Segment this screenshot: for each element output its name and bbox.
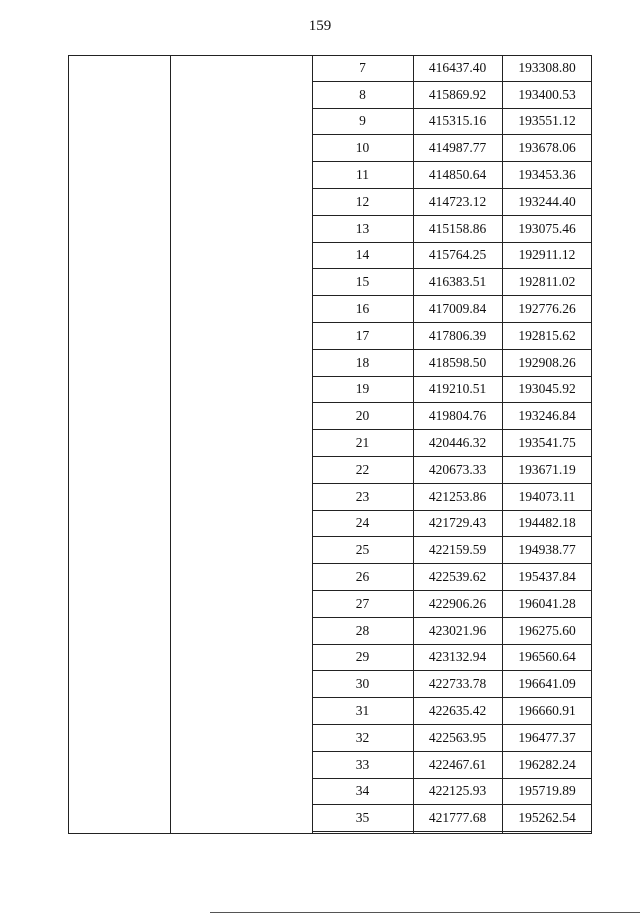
y-coordinate-cell: 193308.80 [518,59,576,75]
point-number-cell: 29 [355,649,370,665]
y-coordinate-cell: 193671.19 [518,461,576,477]
table-row [312,403,592,430]
point-number-cell: 32 [355,729,370,745]
x-coordinate-cell: 417009.84 [428,301,487,317]
point-number-cell: 15 [355,274,370,290]
point-number-cell: 11 [356,167,369,183]
point-number-cell: 24 [355,515,370,531]
x-coordinate-cell: 420673.33 [428,461,487,477]
table-row [312,564,592,591]
x-coordinate-cell: 420446.32 [428,435,487,451]
point-number-cell: 34 [355,783,370,799]
point-number-cell: 28 [355,622,370,638]
x-coordinate-cell: 422906.26 [428,595,487,611]
table-row [312,645,592,672]
point-number-cell: 25 [355,542,370,558]
y-coordinate-cell: 192911.12 [518,247,576,263]
table-row [312,484,592,511]
empty-merged-cell-2 [171,56,312,833]
y-coordinate-cell: 192815.62 [518,327,576,343]
empty-merged-cell-1 [69,56,170,833]
table-row [312,269,592,296]
point-number-cell: 16 [355,301,370,317]
point-number-cell: 33 [355,756,370,772]
table-row [312,135,592,162]
table-row [312,591,592,618]
y-coordinate-cell: 193678.06 [518,140,576,156]
y-coordinate-cell: 196660.91 [518,703,576,719]
x-coordinate-cell: 415158.86 [428,220,487,236]
table-row [312,82,592,109]
table-row [312,216,592,243]
y-coordinate-cell: 193400.53 [518,86,576,102]
point-number-cell: 31 [355,703,370,719]
point-number-cell: 7 [359,59,366,75]
point-number-cell: 20 [355,408,370,424]
y-coordinate-cell: 196641.09 [518,676,576,692]
y-coordinate-cell: 196041.28 [518,595,576,611]
point-number-cell: 21 [355,435,370,451]
point-number-cell: 12 [355,193,370,209]
point-number-cell: 8 [359,86,366,102]
x-coordinate-cell: 414850.64 [428,167,487,183]
x-coordinate-cell: 419210.51 [428,381,487,397]
x-coordinate-cell: 422563.95 [428,729,487,745]
table-row [312,618,592,645]
y-coordinate-cell: 193541.75 [518,435,576,451]
x-coordinate-cell: 418598.50 [428,354,487,370]
y-coordinate-cell: 196282.24 [518,756,576,772]
footer-rule [210,912,640,913]
x-coordinate-cell: 423021.96 [428,622,487,638]
table-row [312,537,592,564]
x-coordinate-cell: 422125.93 [428,783,487,799]
table-rows [312,55,592,832]
point-number-cell: 23 [355,488,370,504]
table-row [312,243,592,270]
y-coordinate-cell: 196560.64 [518,649,576,665]
x-coordinate-cell: 422539.62 [428,569,487,585]
point-number-cell: 13 [355,220,370,236]
y-coordinate-cell: 192811.02 [518,274,576,290]
x-coordinate-cell: 422159.59 [428,542,487,558]
y-coordinate-cell: 194482.18 [518,515,576,531]
x-coordinate-cell: 416383.51 [428,274,487,290]
y-coordinate-cell: 193075.46 [518,220,576,236]
page-number: 159 [308,18,332,34]
table-row [312,457,592,484]
point-number-cell: 10 [355,140,370,156]
y-coordinate-cell: 196477.37 [518,729,576,745]
x-coordinate-cell: 421729.43 [428,515,487,531]
point-number-cell: 30 [355,676,370,692]
y-coordinate-cell: 194073.11 [518,488,576,504]
x-coordinate-cell: 417806.39 [428,327,487,343]
table-row [312,189,592,216]
x-coordinate-cell: 415315.16 [428,113,487,129]
x-coordinate-cell: 422467.61 [428,756,487,772]
table-row [312,323,592,350]
table-row [312,752,592,779]
table-row [312,296,592,323]
point-number-cell: 19 [355,381,370,397]
point-number-cell: 22 [355,461,370,477]
y-coordinate-cell: 193246.84 [518,408,576,424]
y-coordinate-cell: 194938.77 [518,542,576,558]
table-row [312,671,592,698]
x-coordinate-cell: 422733.78 [428,676,487,692]
table-row [312,377,592,404]
x-coordinate-cell: 421253.86 [428,488,487,504]
y-coordinate-cell: 195262.54 [518,810,576,826]
point-number-cell: 18 [355,354,370,370]
point-number-cell: 26 [355,569,370,585]
y-coordinate-cell: 196275.60 [518,622,576,638]
point-number-cell: 14 [355,247,370,263]
table-row [312,779,592,806]
table-row [312,430,592,457]
x-coordinate-cell: 419804.76 [428,408,487,424]
y-coordinate-cell: 193045.92 [518,381,576,397]
y-coordinate-cell: 195437.84 [518,569,576,585]
table-row [312,55,592,82]
y-coordinate-cell: 195719.89 [518,783,576,799]
table-row [312,511,592,538]
y-coordinate-cell: 193551.12 [518,113,576,129]
x-coordinate-cell: 415764.25 [428,247,487,263]
x-coordinate-cell: 415869.92 [428,86,487,102]
x-coordinate-cell: 421777.68 [428,810,487,826]
point-number-cell: 35 [355,810,370,826]
table-row [312,109,592,136]
x-coordinate-cell: 414723.12 [428,193,487,209]
table-row [312,350,592,377]
point-number-cell: 9 [359,113,366,129]
y-coordinate-cell: 193244.40 [518,193,576,209]
table-row [312,698,592,725]
y-coordinate-cell: 193453.36 [518,167,576,183]
table-row [312,162,592,189]
x-coordinate-cell: 423132.94 [428,649,487,665]
table-row [312,805,592,832]
x-coordinate-cell: 422635.42 [428,703,487,719]
table-row [312,725,592,752]
point-number-cell: 27 [355,595,370,611]
y-coordinate-cell: 192776.26 [518,301,576,317]
y-coordinate-cell: 192908.26 [518,354,576,370]
x-coordinate-cell: 416437.40 [428,59,487,75]
x-coordinate-cell: 414987.77 [428,140,487,156]
point-number-cell: 17 [355,327,370,343]
